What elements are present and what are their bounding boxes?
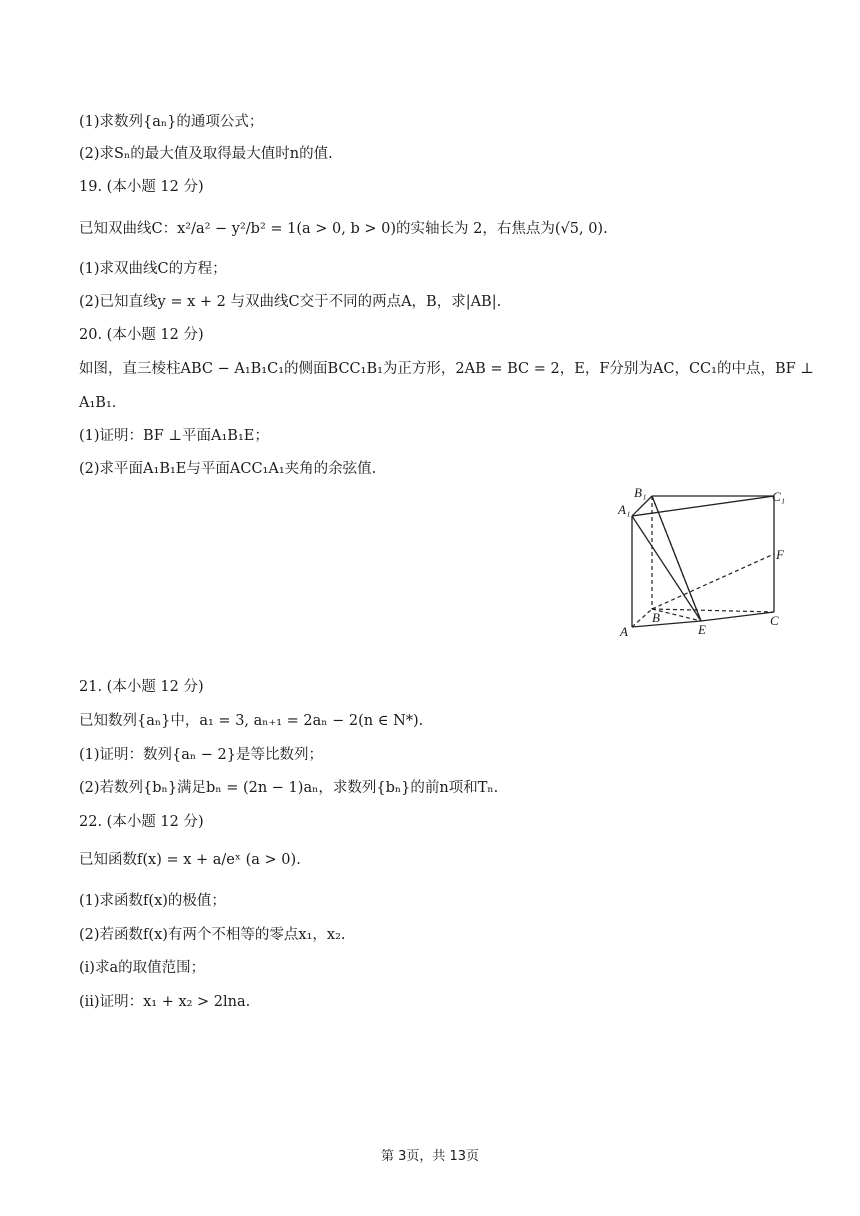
text-line: 已知双曲线C：x²/a² − y²/b² = 1(a > 0, b > 0)的实轴长为 2，右焦点为(√5, 0). bbox=[79, 221, 608, 237]
question-heading: 20. (本小题 12 分) bbox=[79, 327, 204, 343]
text-line: (1)求数列{aₙ}的通项公式； bbox=[79, 114, 264, 130]
text-line: 如图，直三棱柱ABC − A₁B₁C₁的侧面BCC₁B₁为正方形，2AB = BC = 2，E，F分别为AC，CC₁的中点，BF ⊥ bbox=[79, 361, 814, 377]
question-heading: 19. (本小题 12 分) bbox=[79, 179, 204, 195]
label-a1: A₁ bbox=[618, 502, 631, 517]
text-line: (ii)证明：x₁ + x₂ > 2lna. bbox=[79, 994, 251, 1010]
text-line: (2)若数列{bₙ}满足bₙ = (2n − 1)aₙ，求数列{bₙ}的前n项和Tₙ. bbox=[79, 780, 499, 796]
label-a: A bbox=[620, 624, 628, 639]
text-line: 已知数列{aₙ}中，a₁ = 3, aₙ₊₁ = 2aₙ − 2(n ∈ N*). bbox=[79, 713, 424, 729]
text-line: (i)求a的取值范围； bbox=[79, 960, 206, 976]
text-line: A₁B₁. bbox=[79, 395, 117, 411]
question-heading: 22. (本小题 12 分) bbox=[79, 814, 204, 830]
label-b: B bbox=[652, 610, 660, 625]
text-line: (2)若函数f(x)有两个不相等的零点x₁，x₂. bbox=[79, 927, 346, 943]
text-line: (1)求双曲线C的方程； bbox=[79, 261, 227, 277]
text-line: (1)证明：数列{aₙ − 2}是等比数列； bbox=[79, 747, 323, 763]
prism-figure bbox=[612, 484, 792, 646]
text-line: 已知函数f(x) = x + a/eˣ (a > 0). bbox=[79, 852, 301, 868]
text-line: (2)求Sₙ的最大值及取得最大值时n的值. bbox=[79, 146, 333, 162]
page-footer: 第 3页，共 13页 bbox=[380, 1149, 480, 1164]
text-line: (1)求函数f(x)的极值； bbox=[79, 893, 226, 909]
label-c: C bbox=[770, 613, 779, 628]
label-c1: C₁ bbox=[772, 489, 786, 504]
text-line: (2)求平面A₁B₁E与平面ACC₁A₁夹角的余弦值. bbox=[79, 461, 377, 477]
text-line: (2)已知直线y = x + 2 与双曲线C交于不同的两点A，B，求|AB|. bbox=[79, 294, 502, 310]
triangular-prism-diagram bbox=[612, 484, 792, 646]
question-heading: 21. (本小题 12 分) bbox=[79, 679, 204, 695]
label-f: F bbox=[776, 547, 784, 562]
label-e: E bbox=[698, 622, 706, 637]
label-b1: B₁ bbox=[634, 485, 647, 500]
text-line: (1)证明：BF ⊥平面A₁B₁E； bbox=[79, 428, 269, 444]
